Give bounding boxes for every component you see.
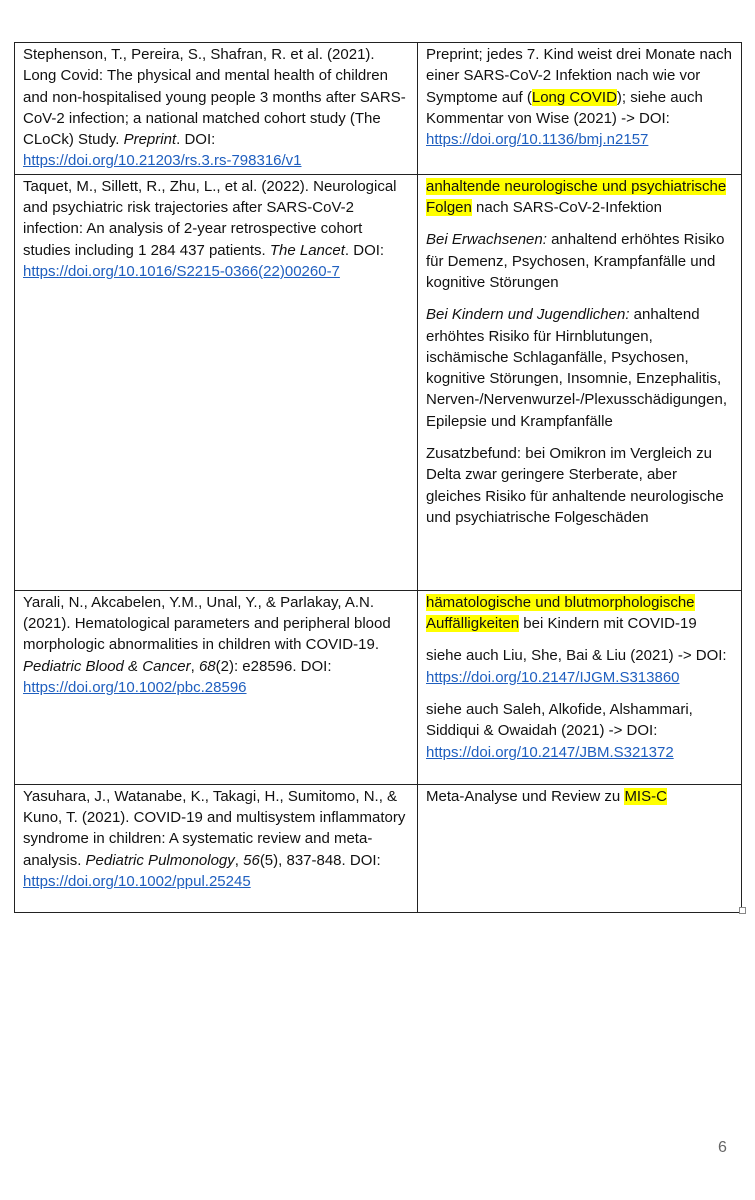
note-cell [418, 43, 742, 175]
note-paragraph [426, 176, 733, 219]
table-resize-handle[interactable] [739, 907, 746, 914]
page-number: 6 [718, 1139, 727, 1156]
note-paragraph [426, 304, 733, 432]
note-text: bei Kindern mit COVID-19 [519, 615, 697, 633]
doi-link[interactable]: https://doi.org/10.1002/ppul.25245 [23, 872, 251, 890]
note-paragraph [426, 443, 733, 528]
doi-link[interactable]: https://doi.org/10.2147/JBM.S321372 [426, 743, 674, 761]
highlighted-term: hämatologische und blutmorphologische Auffälligkeiten [426, 593, 695, 633]
doi-link[interactable]: https://doi.org/10.1136/bmj.n2157 [426, 131, 649, 149]
table-row [15, 174, 742, 590]
reference-authors: Stephenson, T., Pereira, S., Shafran, R. et al. (2021). Long Covid: The physical and mental health of children and non-hospitalised young people 3 months after SARS-CoV-2 infection; a national matched cohort study (The CLoCk) Study. [23, 46, 406, 149]
note-label: Bei Kindern und Jugendlichen: [426, 306, 630, 324]
note-text: siehe auch Liu, She, Bai & Liu (2021) -> DOI: [426, 647, 727, 665]
reference-suffix: . DOI: [176, 131, 216, 149]
note-text: anhaltend erhöhtes Risiko für Demenz, Psychosen, Krampfanfälle und kognitive Störungen [426, 231, 725, 291]
note-cell [418, 174, 742, 590]
reference-table [14, 42, 742, 913]
note-text: Zusatzbefund: bei Omikron im Vergleich zu Delta zwar geringere Sterberate, aber gleiches Risiko für anhaltende neurologische und psychiatrische Folgeschäden [426, 445, 724, 526]
reference-cell [15, 784, 418, 912]
reference-cell [15, 590, 418, 784]
reference-cell [15, 43, 418, 175]
reference-authors: Yarali, N., Akcabelen, Y.M., Unal, Y., & Parlakay, A.N. (2021). Hematological parameters and peripheral blood morphologic abnormalities in children with COVID-19. [23, 593, 391, 654]
doi-link[interactable]: https://doi.org/10.1002/pbc.28596 [23, 678, 247, 696]
highlighted-term: Long COVID [531, 88, 617, 106]
reference-journal: Preprint [123, 131, 177, 149]
note-paragraph [426, 645, 733, 688]
note-label: Bei Erwachsenen: [426, 231, 547, 249]
note-text: ); siehe auch Kommentar von Wise (2021) -> DOI: [426, 88, 703, 127]
highlighted-term: MIS-C [624, 787, 667, 805]
reference-suffix: (2): e28596. DOI: [215, 657, 332, 675]
reference-journal: The Lancet [269, 241, 345, 259]
reference-journal: Pediatric Blood & Cancer [23, 657, 191, 675]
reference-separator: , [190, 657, 199, 675]
note-text: siehe auch Saleh, Alkofide, Alshammari, Siddiqui & Owaidah (2021) -> DOI: [426, 700, 693, 740]
note-paragraph [426, 592, 733, 635]
note-text: Preprint; jedes 7. Kind weist drei Monate nach einer SARS-CoV-2 Infektion nach wie vor Symptome auf ( [426, 46, 732, 106]
highlighted-term: anhaltende neurologische und psychiatrische Folgen [426, 177, 727, 217]
reference-volume: 56 [243, 851, 260, 869]
note-paragraph [426, 699, 733, 763]
table-row [15, 43, 742, 175]
note-paragraph [426, 229, 733, 293]
reference-suffix: (5), 837-848. DOI: [259, 851, 381, 869]
reference-journal: Pediatric Pulmonology [85, 851, 235, 869]
reference-authors: Yasuhara, J., Watanabe, K., Takagi, H., Sumitomo, N., & Kuno, T. (2021). COVID-19 and multisystem inflammatory syndrome in children: A systematic review and meta-analysis. [23, 787, 406, 869]
reference-volume: 68 [198, 657, 216, 675]
doi-link[interactable]: https://doi.org/10.1016/S2215-0366(22)00260-7 [23, 262, 340, 280]
note-cell [418, 590, 742, 784]
reference-separator: , [234, 851, 244, 869]
reference-cell [15, 174, 418, 590]
doi-link[interactable]: https://doi.org/10.2147/IJGM.S313860 [426, 668, 680, 686]
note-text: Meta-Analyse und Review zu [426, 787, 625, 805]
reference-authors: Taquet, M., Sillett, R., Zhu, L., et al. (2022). Neurological and psychiatric risk trajectories after SARS-CoV-2 infection: An analysis of 2-year retrospective cohort studies including 1 284 437 patients. [23, 177, 397, 259]
note-cell [418, 784, 742, 912]
note-text: nach SARS-CoV-2-Infektion [471, 199, 662, 217]
note-text: anhaltend erhöhtes Risiko für Hirnblutungen, ischämische Schlaganfälle, Psychosen, kognitive Störungen, Insomnie, Enzephalitis, Nerven-/Nervenwurzel-/Plexusschädigungen, Epilepsie und Krampfanfälle [426, 306, 727, 430]
table-row [15, 784, 742, 912]
table-row [15, 590, 742, 784]
reference-suffix: . DOI: [344, 241, 385, 259]
doi-link[interactable]: https://doi.org/10.21203/rs.3.rs-798316/v1 [23, 152, 302, 170]
